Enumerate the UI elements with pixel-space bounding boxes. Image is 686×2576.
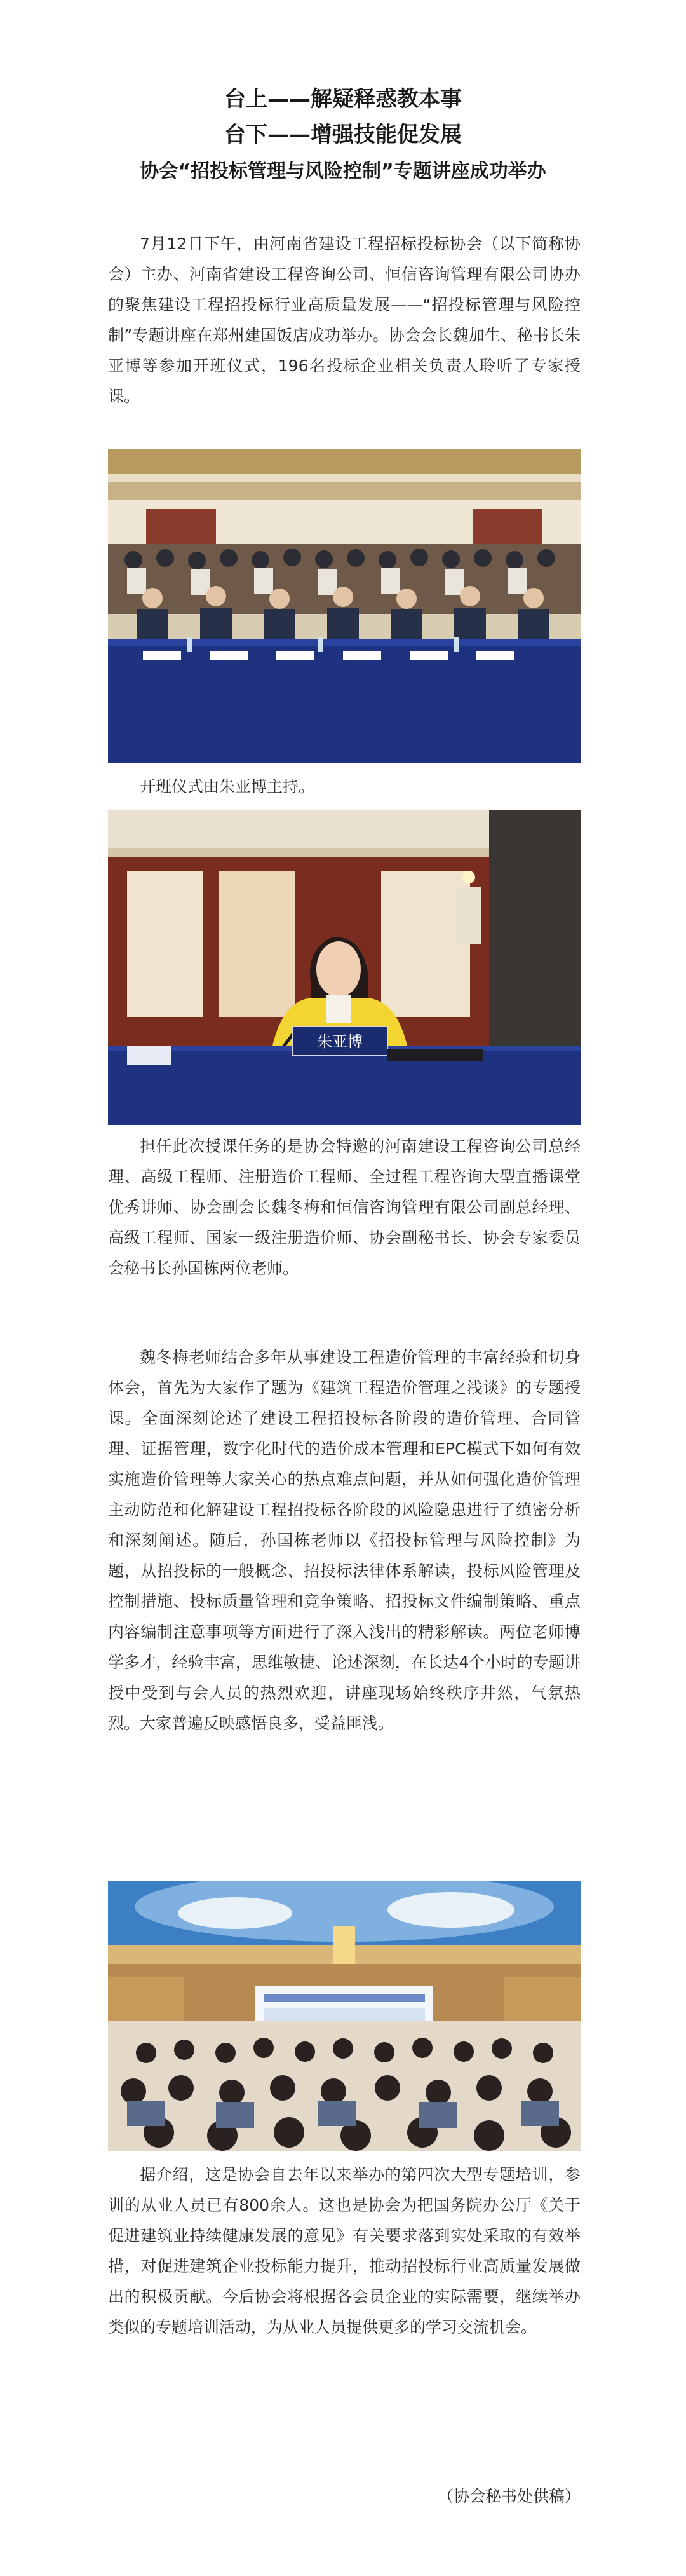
title-line-1: 台上——解疑释惑教本事 [224, 86, 462, 112]
title-line-3: 协会“招投标管理与风险控制”专题讲座成功举办 [140, 160, 546, 182]
source-credit: （协会秘书处供稿） [437, 2487, 581, 2505]
lecturers-paragraph: 担任此次授课任务的是协会特邀的河南建设工程咨询公司总经理、高级工程师、注册造价工程师、全过程工程咨询大型直播课堂优秀讲师、协会副会长魏冬梅和恒信咨询管理有限公司副总经理、高级工程师、国家一级注册造价师、协会副秘书长、协会专家委员会秘书长孙国栋两位老师。 [108, 1137, 581, 1278]
photo-opening-ceremony [108, 449, 581, 763]
photo-host [108, 810, 581, 1125]
photo-caption: 开班仪式由朱亚博主持。 [140, 777, 315, 796]
name-plate: 朱亚博 [317, 1033, 363, 1051]
content-paragraph: 魏冬梅老师结合多年从事建设工程造价管理的丰富经验和切身体会，首先为大家作了题为《建筑工程造价管理之浅谈》的专题授课。全面深刻论述了建设工程招投标各阶段的造价管理、合同管理、证据管理，数字化时代的造价成本管理和EPC模式下如何有效实施造价管理等大家关心的热点难点问题，并从如何强化造价管理主动防范和化解建设工程招投标各阶段的风险隐患进行了缜密分析和深刻阐述。随后，孙国栋老师以《招投标管理与风险控制》为题，从招投标的一般概念、招投标法律体系解读，投标风险管理及控制措施、投标质量管理和竞争策略、招投标文件编制策略、重点内容编制注意事项等方面进行了深入浅出的精彩解读。两位老师博学多才，经验丰富，思维敏捷、论述深刻，在长达4个小时的专题讲授中受到与会人员的热烈欢迎，讲座现场始终秩序井然，气氛热烈。大家普遍反映感悟良多，受益匪浅。 [108, 1348, 581, 1733]
closing-paragraph: 据介绍，这是协会自去年以来举办的第四次大型专题培训，参训的从业人员已有800余人。这也是协会为把国务院办公厅《关于促进建筑业持续健康发展的意见》有关要求落到实处采取的有效举措，对促进建筑企业投标能力提升，推动招投标行业高质量发展做出的积极贡献。今后协会将根据各会员企业的实际需要，继续举办类似的专题培训活动，为从业人员提供更多的学习交流机会。 [108, 2165, 581, 2336]
intro-paragraph: 7月12日下午，由河南省建设工程招标投标协会（以下简称协会）主办、河南省建设工程咨询公司、恒信咨询管理有限公司协办的聚焦建设工程招投标行业高质量发展——“招投标管理与风险控制”专题讲座在郑州建国饭店成功举办。协会会长魏加生、秘书长朱亚博等参加开班仪式，196名投标企业相关负责人聆听了专家授课。 [108, 235, 581, 405]
title-line-2: 台下——增强技能促发展 [224, 122, 462, 147]
photo-lecture-hall [108, 1881, 581, 2151]
